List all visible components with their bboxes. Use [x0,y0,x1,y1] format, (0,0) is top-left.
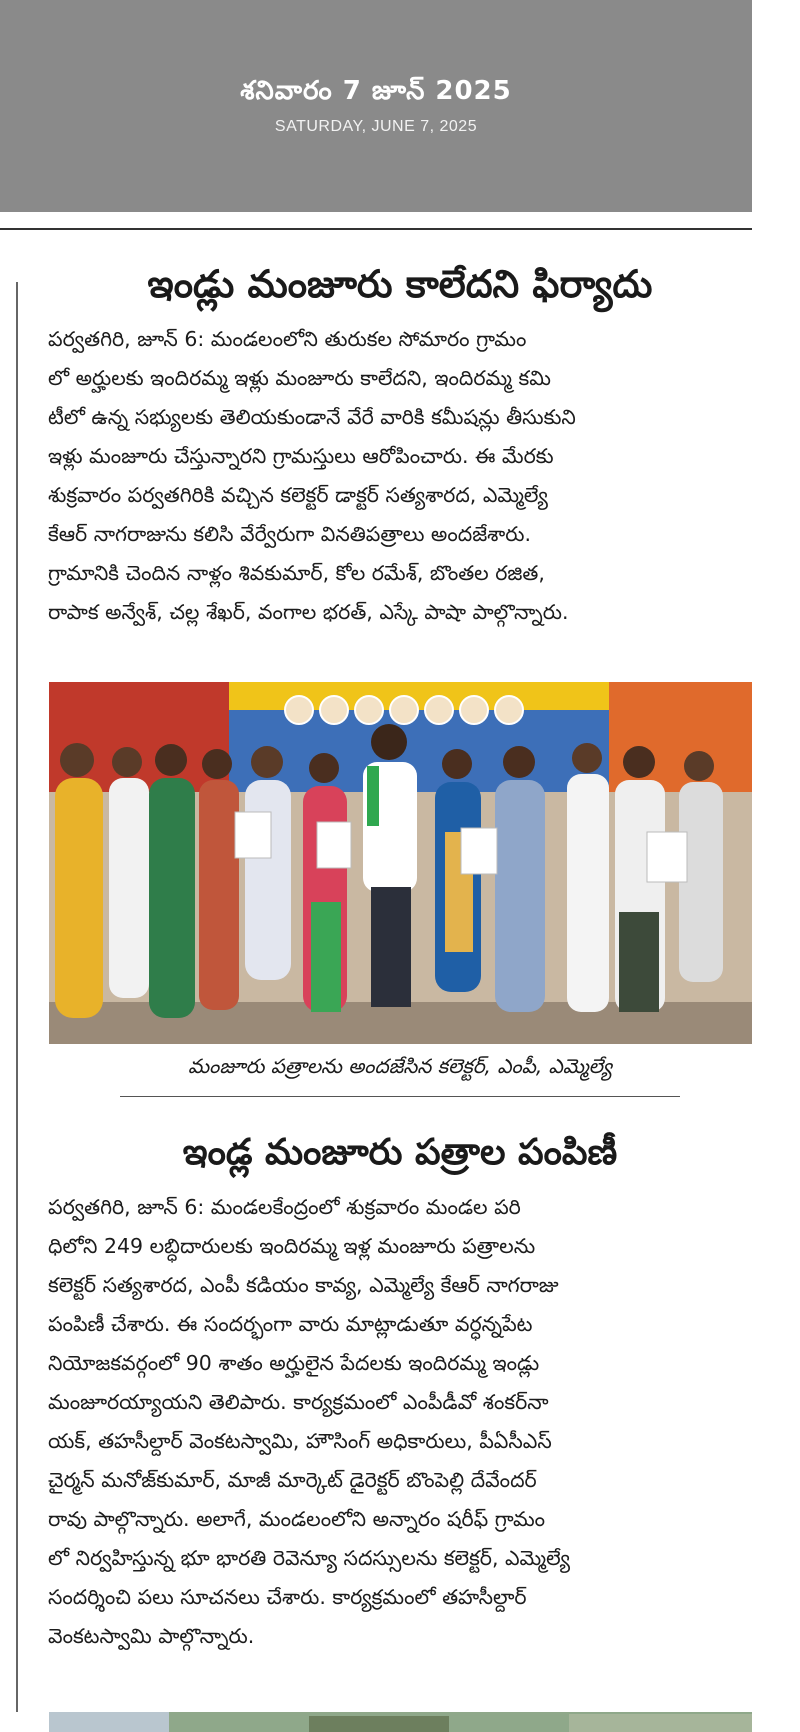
article-2-line: యక్, తహసీల్దార్ వెంకటస్వామి, హౌసింగ్ అధికారులు, పీఏసీఎస్ [48,1429,552,1453]
date-english: SATURDAY, JUNE 7, 2025 [274,118,478,135]
photo-caption: మంజూరు పత్రాలను అందజేసిన కలెక్టర్, ఎంపీ, ఎమ్మెల్యే [188,1054,612,1078]
column-rule [16,282,18,1712]
article-1-line: టీలో ఉన్న సభ్యులకు తెలియకుండానే వేరే వారికి కమీషన్లు తీసుకుని [48,405,576,429]
article-1-line: రాపాక అన్వేశ్, చల్ల శేఖర్, వంగాల భరత్, ఎస్కే పాషా పాల్గొన్నారు. [48,600,569,624]
article-2-line: మంజూరయ్యాయని తెలిపారు. కార్యక్రమంలో ఎంపీడీవో శంకర్‌నా [48,1390,549,1414]
article-2-line: ధిలోని 249 లబ్ధిదారులకు ఇందిరమ్మ ఇళ్ల మంజూరు పత్రాలను [48,1234,536,1258]
article-1-line: శుక్రవారం పర్వతగిరికి వచ్చిన కలెక్టర్ డాక్టర్ సత్యశారద, ఎమ్మెల్యే [48,483,548,507]
photo-illustration [49,682,752,1044]
article-2-line: సందర్శించి పలు సూచనలు చేశారు. కార్యక్రమంలో తహసీల్దార్ [48,1585,527,1609]
caption-underline [120,1096,680,1097]
news-photo [49,682,752,1044]
article-2-line: నియోజకవర్గంలో 90 శాతం అర్హులైన పేదలకు ఇందిరమ్మ ఇండ్లు [48,1351,540,1375]
article-2-line: చైర్మన్ మనోజ్‌కుమార్, మాజీ మార్కెట్ డైరెక్టర్ బొంపెల్లి దేవేందర్ [48,1468,537,1492]
date-telugu: శనివారం 7 జూన్ 2025 [240,76,512,106]
masthead-band [0,0,752,212]
article-2-body [48,1188,756,1656]
article-2-line: కలెక్టర్ సత్యశారద, ఎంపీ కడియం కావ్య, ఎమ్మెల్యే కేఆర్ నాగరాజు [48,1273,559,1297]
article-2-headline: ఇండ్ల మంజూరు పత్రాల పంపిణీ [182,1132,618,1173]
article-2-line: వెంకటస్వామి పాల్గొన్నారు. [48,1624,255,1648]
article-1-line: పర్వతగిరి, జూన్ 6: మండలంలోని తురుకల సోమారం గ్రామం [48,327,527,351]
article-1-line: ఇళ్లు మంజూరు చేస్తున్నారని గ్రామస్తులు ఆరోపించారు. ఈ మేరకు [48,444,554,468]
article-1-headline: ఇండ్లు మంజూరు కాలేదని ఫిర్యాదు [147,262,653,306]
top-divider [0,228,752,230]
article-1-line: గ్రామానికి చెందిన నాళ్లం శివకుమార్, కోల రమేశ్, బొంతల రజిత, [48,561,545,585]
article-2-line: లో నిర్వహిస్తున్న భూ భారతి రెవెన్యూ సదస్సులను కలెక్టర్, ఎమ్మెల్యే [48,1546,570,1570]
article-1-body [48,320,756,632]
article-1-line: లో అర్హులకు ఇందిరమ్మ ఇళ్లు మంజూరు కాలేదని, ఇందిరమ్మ కమి [48,366,551,390]
next-photo-illustration [49,1712,752,1732]
article-2-line: రావు పాల్గొన్నారు. అలాగే, మండలంలోని అన్నారం షరీఫ్ గ్రామం [48,1507,546,1531]
article-2-line: పంపిణీ చేశారు. ఈ సందర్భంగా వారు మాట్లాడుతూ వర్ధన్నపేట [48,1312,533,1336]
next-photo-edge [49,1712,752,1732]
article-1-line: కేఆర్ నాగరాజును కలిసి వేర్వేరుగా వినతిపత్రాలు అందజేశారు. [48,522,532,546]
article-2-line: పర్వతగిరి, జూన్ 6: మండలకేంద్రంలో శుక్రవారం మండల పరి [48,1195,521,1219]
